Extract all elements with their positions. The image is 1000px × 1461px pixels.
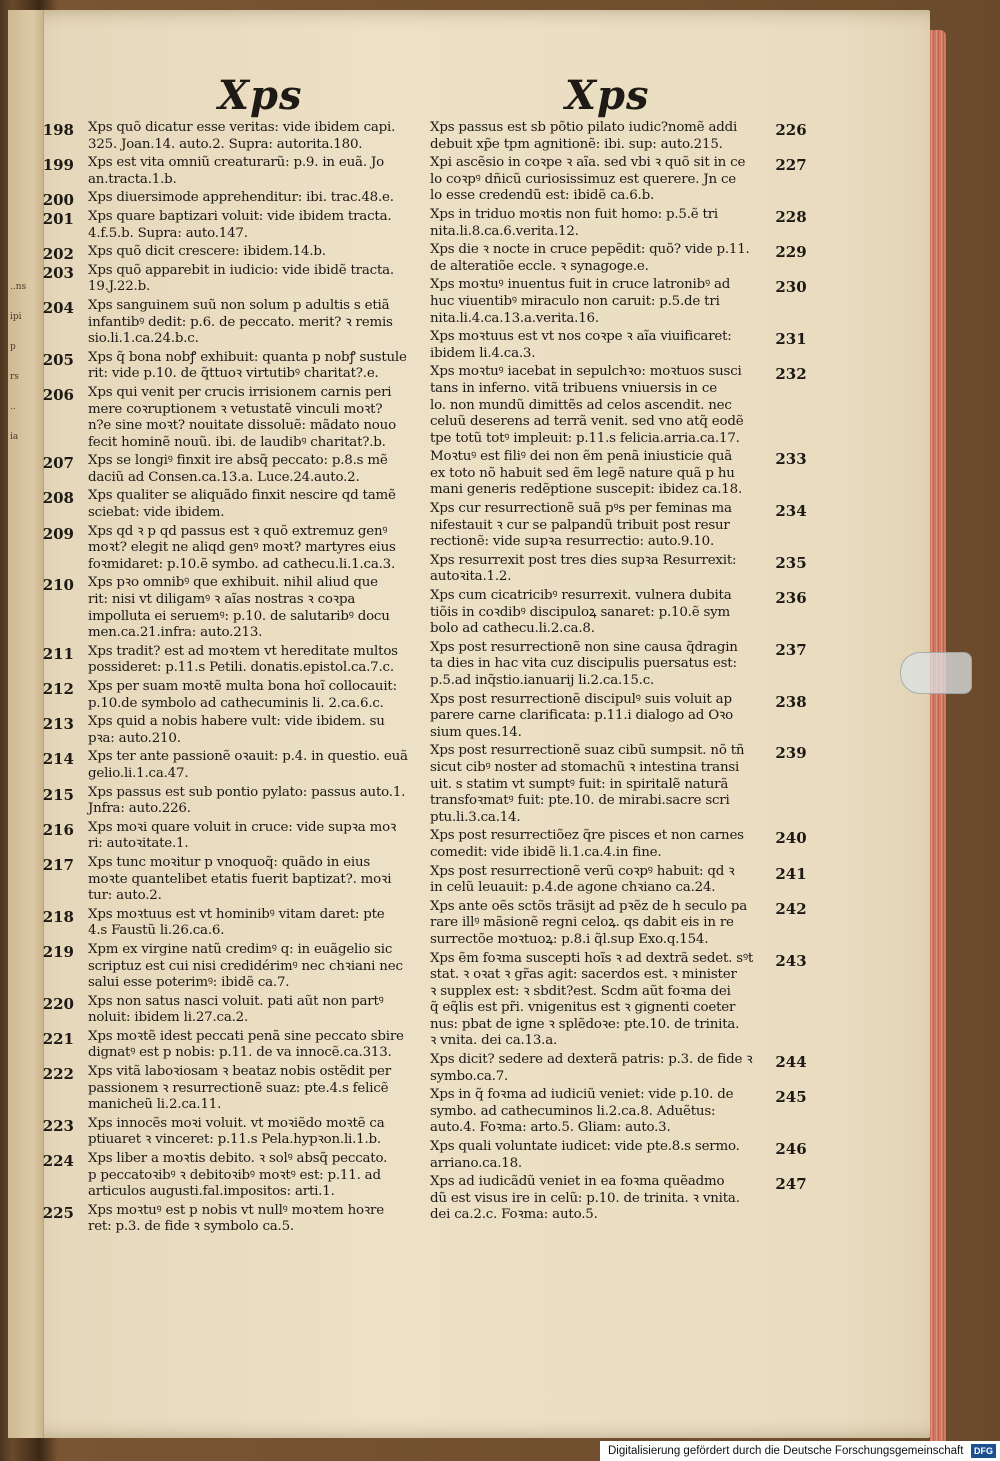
entry-number: 201 xyxy=(42,209,74,228)
index-entry xyxy=(430,207,815,240)
index-entry xyxy=(38,244,423,264)
entry-number: 215 xyxy=(42,785,74,804)
entry-number: 208 xyxy=(42,489,74,508)
entry-text: Xps moꝛtuus est vt nos coꝛpe ꝛ aĩa viuificaret: ibidem li.4.ca.3. xyxy=(430,329,732,361)
index-entry xyxy=(38,385,423,451)
entry-number: 242 xyxy=(775,899,807,918)
entry-number: 240 xyxy=(775,829,807,848)
index-entry xyxy=(38,524,423,574)
index-entry xyxy=(38,453,423,486)
index-entry xyxy=(430,1052,815,1085)
entry-number: 239 xyxy=(775,744,807,763)
index-entry xyxy=(430,364,815,447)
index-entry xyxy=(430,899,815,949)
running-head-right: Xps xyxy=(565,72,650,119)
entry-text: Xpm ex virgine natũ credimꝰ q: in euãgelio sic scriptuz est cui nisi credidérimꝰ nec chꝛiani nec salui esse poterimꝰ: ibidẽ ca.7. xyxy=(88,941,403,991)
entry-number: 235 xyxy=(775,553,807,572)
entry-text: Xps tradit? est ad moꝛtem vt hereditate multos possideret: p.11.s Petili. donatis.epistol.ca.7.c. xyxy=(88,643,398,676)
index-entry xyxy=(430,277,815,327)
left-column xyxy=(38,120,423,1238)
entry-text: Xps tunc moꝛitur p vnoquoq̃: quãdo in eius moꝛte quantelibet etatis fuerit baptizat?. moꝛi tur: auto.2. xyxy=(88,854,392,904)
entry-text: Xps diuersimode apprehenditur: ibi. trac.48.e. xyxy=(88,190,394,206)
index-entry xyxy=(38,1029,423,1062)
entry-text: Xps post resurrectionẽ non sine causa q̃dragin ta dies in hac vita cuz discipulis puersatus est: p.5.ad inq̃stio.ianuarij li.2.ca.15.c. xyxy=(430,639,738,688)
index-entry xyxy=(38,1203,423,1236)
entry-text: Xps cum cicatricibꝰ resurrexit. vulnera dubita tiõis in coꝛdibꝰ discipuloꝝ sanaret: p.10.ẽ sym bolo ad cathecu.li.2.ca.8. xyxy=(430,588,732,637)
entry-text: Xps moꝛi quare voluit in cruce: vide supꝛa moꝛ ri: autoꝛitate.1. xyxy=(88,819,397,852)
index-entry xyxy=(430,329,815,362)
entry-text: Xps post resurrectiõez q̃re pisces et non carnes comedit: vide ibidẽ li.1.ca.4.in fine. xyxy=(430,828,744,860)
entry-text: Xps liber a moꝛtis debito. ꝛ solꝰ absq̃ peccato. p peccatoꝛibꝰ ꝛ debitoꝛibꝰ moꝛtꝰ est: p.11. ad articulos augusti.fal.impositos: arti.1. xyxy=(88,1151,388,1200)
entry-number: 246 xyxy=(775,1140,807,1159)
index-entry xyxy=(430,828,815,861)
entry-number: 247 xyxy=(775,1175,807,1194)
entry-number: 245 xyxy=(775,1088,807,1107)
index-entry xyxy=(430,155,815,205)
index-entry xyxy=(430,692,815,742)
entry-number: 204 xyxy=(42,298,74,317)
entry-number: 206 xyxy=(42,385,74,404)
entry-text: Xps quõ dicatur esse veritas: vide ibidem capi. 325. Joan.14. auto.2. Supra: autorita.180. xyxy=(88,120,396,152)
index-entry xyxy=(430,242,815,275)
entry-number: 244 xyxy=(775,1053,807,1072)
index-entry xyxy=(430,951,815,1051)
index-entry xyxy=(430,1087,815,1137)
entry-text: Xps moꝛtuꝰ iacebat in sepulchꝛo: moꝛtuos susci tans in inferno. vitã tribuens vniuersis in ce lo. non mundũ dimittẽs ad celos ascendit. nec celuũ deserens ad terrã venit. sed vno atq̃ eodẽ tpe totũ totꝰ impleuit: p.11.s felicia.arria.ca.17. xyxy=(430,364,744,446)
entry-number: 221 xyxy=(42,1029,74,1048)
entry-number: 213 xyxy=(42,715,74,734)
index-entry xyxy=(38,298,423,348)
entry-number: 202 xyxy=(42,245,74,264)
entry-text: Xps moꝛtẽ idest peccati penã sine peccato sbire dignatꝰ est p nobis: p.11. de va innocẽ.ca.313. xyxy=(88,1028,404,1061)
entry-number: 232 xyxy=(775,365,807,384)
entry-text: Xps ter ante passionẽ oꝛauit: p.4. in questio. euã gelio.li.1.ca.47. xyxy=(88,749,408,781)
entry-text: Xps passus est sub pontio pylato: passus auto.1. Jnfra: auto.226. xyxy=(88,784,406,817)
entry-text: Xps vitã laboꝛiosam ꝛ beataz nobis ostẽdit per passionem ꝛ resurrectionẽ suaz: pte.4.s felicẽ manicheũ li.2.ca.11. xyxy=(88,1064,391,1113)
entry-number: 200 xyxy=(42,191,74,210)
entry-text: Xps in triduo moꝛtis non fuit homo: p.5.ẽ tri nita.li.8.ca.6.verita.12. xyxy=(430,206,719,239)
entry-text: Xps quid a nobis habere vult: vide ibidem. su pꝛa: auto.210. xyxy=(88,714,385,746)
entry-number: 226 xyxy=(775,121,807,139)
index-entry xyxy=(38,749,423,782)
entry-text: Xps post resurrectionẽ suaz cibũ sumpsit. nõ tñ sicut cibꝰ noster ad stomachũ ꝛ intestina transi uit. s statim vt sumptꝰ fuit: in spiritalẽ naturã transfoꝛmatꝰ fuit: pte.10. de mirabi.sacre scri ptu.li.3.ca.14. xyxy=(430,743,745,825)
credit-text: Digitalisierung gefördert durch die Deutsche Forschungsgemeinschaft xyxy=(608,1445,964,1457)
entry-number: 241 xyxy=(775,864,807,883)
entry-number: 219 xyxy=(42,942,74,961)
index-entry xyxy=(38,644,423,677)
entry-number: 223 xyxy=(42,1116,74,1135)
index-entry xyxy=(38,575,423,641)
entry-number: 238 xyxy=(775,692,807,711)
entry-text: Xps dicit? sedere ad dexterã patris: p.3. de fide ꝛ symbo.ca.7. xyxy=(430,1052,753,1084)
entry-number: 227 xyxy=(775,156,807,175)
entry-number: 205 xyxy=(42,350,74,369)
entry-number: 228 xyxy=(775,207,807,226)
index-entry xyxy=(38,942,423,992)
index-entry xyxy=(38,994,423,1027)
entry-text: Xps moꝛtuꝰ inuentus fuit in cruce latronibꝰ ad huc viuentibꝰ miraculo non caruit: p.5.de tri nita.li.4.ca.13.a.verita.16. xyxy=(430,277,731,326)
entry-number: 243 xyxy=(775,951,807,970)
index-entry xyxy=(430,640,815,690)
entry-number: 224 xyxy=(42,1152,74,1171)
red-page-edge xyxy=(930,30,946,1450)
index-entry xyxy=(38,1116,423,1149)
index-entry xyxy=(430,743,815,826)
entry-text: Xps ẽm foꝛma suscepti hoĩs ꝛ ad dextrã sedet. sꝰt stat. ꝛ oꝛat ꝛ gr̃as agit: sacerdos est. ꝛ minister ꝛ supplex est: ꝛ sbdit?est. Scdm aũt foꝛma dei q̃ eq̃lis est pr̃i. vnigenitus est ꝛ gignenti coeter nus: pbat de igne ꝛ splẽdoꝛe: pte.10. de trinita. ꝛ vnita. dei ca.13.a. xyxy=(430,950,754,1049)
index-entry xyxy=(430,588,815,638)
entry-text: Xps qui venit per crucis irrisionem carnis peri mere coꝛruptionem ꝛ vetustatẽ vinculi moꝛt? n?e sine moꝛt? nouitate dissoluẽ: mãdato nouo fecit hominẽ nouũ. ibi. de laudibꝰ charitat?.b. xyxy=(88,384,396,450)
running-head-left: Xps xyxy=(218,72,303,119)
entry-text: Xps est vita omniũ creaturarũ: p.9. in euã. Jo an.tracta.1.b. xyxy=(88,155,384,187)
plastic-page-clip xyxy=(900,652,972,694)
index-entry xyxy=(430,1139,815,1172)
entry-text: Xpi ascẽsio in coꝛpe ꝛ aĩa. sed vbi ꝛ quõ sit in ce lo coꝛpꝰ dñicũ curiosissimuz est querere. Jn ce lo esse credendũ est: ibidẽ ca.6.b. xyxy=(430,155,746,204)
entry-text: Xps in q̃ foꝛma ad iudiciũ veniet: vide p.10. de symbo. ad cathecuminos li.2.ca.8. Aduẽtus: auto.4. Foꝛma: arto.5. Gliam: auto.3. xyxy=(430,1087,734,1136)
entry-text: Xps cur resurrectionẽ suã pꝰs per feminas ma nifestauit ꝛ cur se palpandũ tribuit post resur rectionẽ: vide supꝛa resurrectio: auto.9.10. xyxy=(430,501,732,550)
entry-text: Xps ad iudicãdũ veniet in ea foꝛma quẽadmo dũ est visus ire in celũ: p.10. de trinita. ꝛ vnita. dei ca.2.c. Foꝛma: auto.5. xyxy=(430,1174,740,1223)
entry-number: 203 xyxy=(42,263,74,282)
entry-text: Xps passus est sb põtio pilato iudic?nomẽ addi debuit xp̃e tpm agnitionẽ: ibi. sup: auto.215. xyxy=(430,120,738,152)
entry-number: 230 xyxy=(775,278,807,297)
entry-number: 217 xyxy=(42,855,74,874)
index-entry xyxy=(38,1064,423,1114)
index-entry xyxy=(38,120,423,153)
index-entry xyxy=(38,263,423,296)
entry-text: Xps moꝛtuꝰ est p nobis vt nullꝰ moꝛtem hoꝛre ret: p.3. de fide ꝛ symbolo ca.5. xyxy=(88,1202,384,1235)
entry-number: 218 xyxy=(42,907,74,926)
entry-number: 237 xyxy=(775,640,807,659)
entry-text: Xps moꝛtuus est vt hominibꝰ vitam daret: pte 4.s Faustũ li.26.ca.6. xyxy=(88,906,385,939)
index-entry xyxy=(38,350,423,383)
dfg-logo: DFG xyxy=(971,1444,996,1458)
entry-text: Xps q̃ bona nobꝭ exhibuit: quanta p nobꝭ sustule rit: vide p.10. de q̃ttuoꝛ virtutibꝰ charitat?.e. xyxy=(88,349,407,382)
facing-page-margin: ..ns ipi p rs .. ia xyxy=(8,10,44,1438)
entry-number: 211 xyxy=(42,644,74,663)
index-entry xyxy=(430,1174,815,1224)
index-entry xyxy=(38,488,423,521)
entry-number: 236 xyxy=(775,589,807,608)
digitization-credit-bar xyxy=(600,1441,1000,1461)
entry-number: 210 xyxy=(42,576,74,595)
index-entry xyxy=(430,449,815,499)
index-entry xyxy=(430,120,815,153)
entry-text: Xps per suam moꝛtẽ multa bona hoĩ collocauit: p.10.de symbolo ad cathecuminis li. 2.ca.6.c. xyxy=(88,679,397,711)
entry-text: Xps non satus nasci voluit. pati aũt non partꝰ noluit: ibidem li.27.ca.2. xyxy=(88,993,384,1026)
index-entry xyxy=(430,864,815,897)
entry-text: Xps quõ apparebit in iudicio: vide ibidẽ tracta. 19.J.22.b. xyxy=(88,262,394,295)
entry-text: Xps post resurrectionẽ discipulꝰ suis voluit ap parere carne clarificata: p.11.i dialogo ad Oꝛo sium ques.14. xyxy=(430,691,733,740)
index-entry xyxy=(38,785,423,818)
entry-number: 231 xyxy=(775,330,807,349)
index-entry xyxy=(38,190,423,210)
entry-number: 222 xyxy=(42,1065,74,1084)
entry-text: Moꝛtuꝰ est filiꝰ dei non ẽm penã iniusticie quã ex toto nõ habuit sed ẽm legẽ nature quã p hu mani generis redẽptione suscepit: ibidez ca.18. xyxy=(430,449,743,498)
entry-number: 220 xyxy=(42,994,74,1013)
entry-number: 212 xyxy=(42,680,74,698)
entry-number: 198 xyxy=(42,121,74,139)
entry-text: Xps quali voluntate iudicet: vide pte.8.s sermo. arriano.ca.18. xyxy=(430,1139,740,1171)
entry-number: 234 xyxy=(775,502,807,521)
entry-text: Xps sanguinem suũ non solum p adultis s etiã infantibꝰ dedit: p.6. de peccato. merit? ꝛ remis sio.li.1.ca.24.b.c. xyxy=(88,297,393,347)
entry-number: 199 xyxy=(42,156,74,175)
index-entry xyxy=(38,855,423,905)
entry-number: 216 xyxy=(42,820,74,839)
index-entry xyxy=(38,209,423,242)
index-entry xyxy=(430,553,815,586)
entry-number: 214 xyxy=(42,750,74,769)
entry-text: Xps quõ dicit crescere: ibidem.14.b. xyxy=(88,244,326,260)
entry-text: Xps post resurrectionẽ verũ coꝛpꝰ habuit: qd ꝛ in celũ leuauit: p.4.de agone chꝛiano ca.24. xyxy=(430,863,735,896)
entry-text: Xps qualiter se aliquãdo finxit nescire qd tamẽ sciebat: vide ibidem. xyxy=(88,488,396,521)
entry-number: 229 xyxy=(775,243,807,262)
index-entry xyxy=(430,501,815,551)
entry-text: Xps ante oẽs sctõs trãsijt ad pꝛẽz de h seculo pa rare illꝰ mãsionẽ regni celoꝝ. qs dabit eis in re surrectõe moꝛtuoꝝ: p.8.i q̃l.sup Exo.q.154. xyxy=(430,898,748,947)
index-entry xyxy=(38,907,423,940)
entry-text: Xps pꝛo omnibꝰ que exhibuit. nihil aliud que rit: nisi vt diligamꝰ ꝛ aĩas nostras ꝛ coꝛpa impolluta ei seruemꝰ: p.10. de salutaribꝰ docu men.ca.21.infra: auto.213. xyxy=(88,575,390,641)
entry-number: 207 xyxy=(42,454,74,473)
right-column xyxy=(430,120,815,1226)
entry-text: Xps quare baptizari voluit: vide ibidem tracta. 4.f.5.b. Supra: auto.147. xyxy=(88,208,392,241)
entry-number: 209 xyxy=(42,524,74,543)
index-entry xyxy=(38,155,423,188)
entry-text: Xps qd ꝛ p qd passus est ꝛ quõ extremuz genꝰ moꝛt? elegit ne aliqd genꝰ moꝛt? martyres eius foꝛmidaret: p.10.ẽ symbo. ad cathecu.li.1.ca.3. xyxy=(88,523,396,572)
entry-text: Xps innocẽs moꝛi voluit. vt moꝛiẽdo moꝛtẽ ca ptiuaret ꝛ vinceret: p.11.s Pela.hypꝛon.li.1.b. xyxy=(88,1115,385,1148)
index-entry xyxy=(38,820,423,853)
entry-number: 225 xyxy=(42,1203,74,1222)
entry-number: 233 xyxy=(775,450,807,469)
index-entry xyxy=(38,679,423,712)
index-entry xyxy=(38,1151,423,1201)
entry-text: Xps se longiꝰ finxit ire absq̃ peccato: p.8.s mẽ daciũ ad Consen.ca.13.a. Luce.24.auto.2. xyxy=(88,453,388,485)
entry-text: Xps resurrexit post tres dies supꝛa Resurrexit: autoꝛita.1.2. xyxy=(430,552,737,585)
entry-text: Xps die ꝛ nocte in cruce pepẽdit: quõ? vide p.11. de alteratiõe eccle. ꝛ synagoge.e. xyxy=(430,242,750,274)
index-entry xyxy=(38,714,423,747)
